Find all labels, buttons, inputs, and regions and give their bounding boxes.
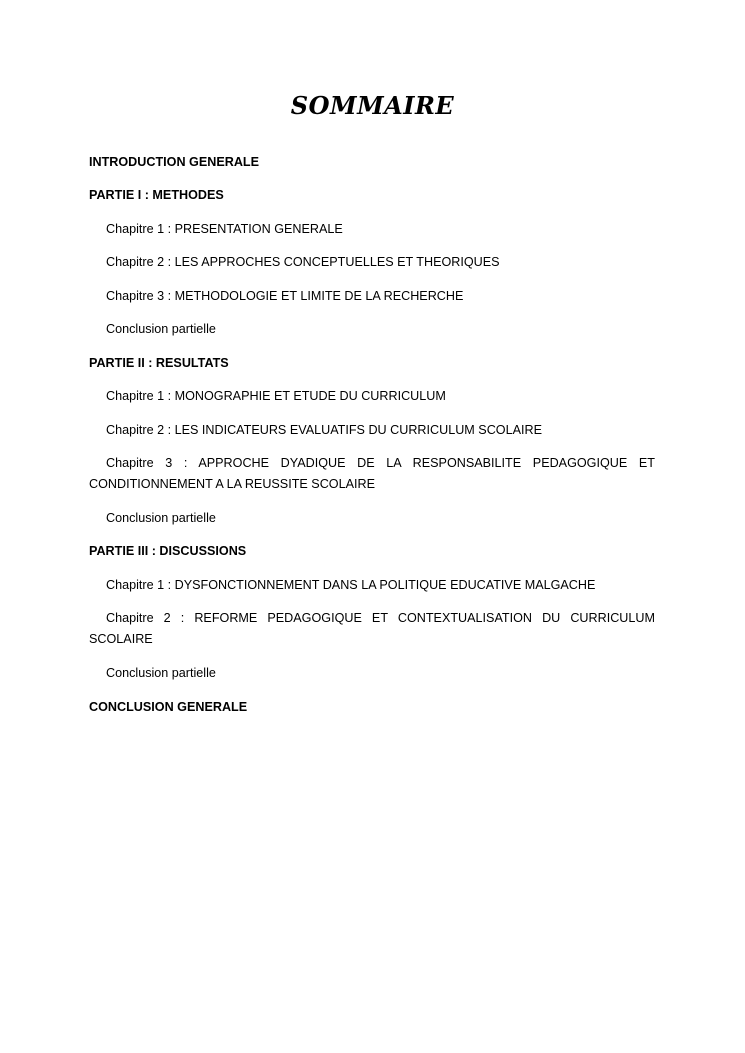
- toc-part-3-chapter-2: Chapitre 2 : REFORME PEDAGOGIQUE ET CONTEXTUALISATION DU CURRICULUM SCOLAIRE: [89, 611, 655, 646]
- toc-part-3: PARTIE III : DISCUSSIONS: [89, 544, 247, 558]
- toc-part-1: PARTIE I : METHODES: [89, 188, 224, 202]
- toc-conclusion: CONCLUSION GENERALE: [89, 700, 248, 714]
- toc-part-2-chapter-2: Chapitre 2 : LES INDICATEURS EVALUATIFS DU CURRICULUM SCOLAIRE: [106, 423, 542, 437]
- toc-part-1-chapter-1: Chapitre 1 : PRESENTATION GENERALE: [106, 222, 343, 236]
- page-title: SOMMAIRE: [290, 91, 455, 120]
- toc-part-2-chapter-1: Chapitre 1 : MONOGRAPHIE ET ETUDE DU CURRICULUM: [106, 389, 446, 403]
- toc-part-3-chapter-1: Chapitre 1 : DYSFONCTIONNEMENT DANS LA POLITIQUE EDUCATIVE MALGACHE: [106, 578, 596, 592]
- toc-part-2-conclusion: Conclusion partielle: [106, 511, 216, 525]
- toc-part-1-conclusion: Conclusion partielle: [106, 322, 216, 336]
- toc-part-1-chapter-3: Chapitre 3 : METHODOLOGIE ET LIMITE DE LA RECHERCHE: [106, 289, 464, 303]
- toc-part-3-conclusion: Conclusion partielle: [106, 666, 216, 680]
- toc-part-2-chapter-3: Chapitre 3 : APPROCHE DYADIQUE DE LA RESPONSABILITE PEDAGOGIQUE ET CONDITIONNEMENT A LA REUSSITE SCOLAIRE: [89, 456, 655, 491]
- toc-part-1-chapter-2: Chapitre 2 : LES APPROCHES CONCEPTUELLES ET THEORIQUES: [106, 255, 500, 269]
- toc-part-2: PARTIE II : RESULTATS: [89, 356, 229, 370]
- toc-introduction: INTRODUCTION GENERALE: [89, 155, 260, 169]
